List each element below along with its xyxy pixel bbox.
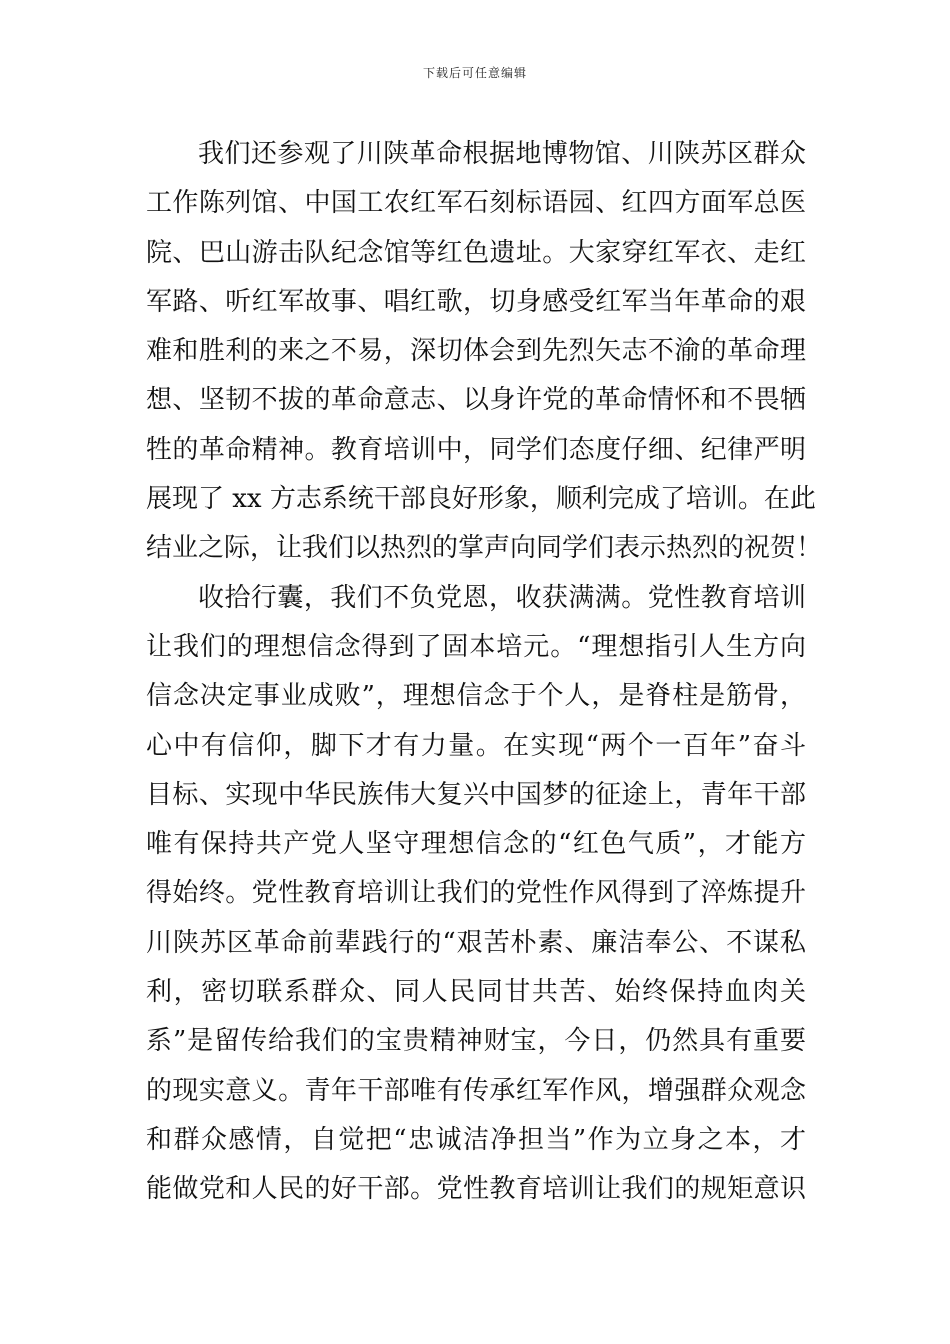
text-line: 牲的革命精神。教育培训中，同学们态度仔细、纪律严明 — [146, 434, 806, 465]
text-line: 系”是留传给我们的宝贵精神财宝，今日，仍然具有重要 — [146, 1026, 806, 1057]
text-line: 想、坚韧不拔的革命意志、以身许党的革命情怀和不畏牺 — [146, 385, 806, 416]
page-header: 下载后可任意编辑 — [422, 66, 527, 80]
text-line: 我们还参观了川陕革命根据地博物馆、川陕苏区群众 — [198, 139, 806, 169]
document-body — [146, 130, 823, 1215]
text-line: 利，密切联系群众、同人民同甘共苦、始终保持血肉关 — [146, 977, 806, 1008]
text-line: 的现实意义。青年干部唯有传承红军作风，增强群众观念 — [146, 1075, 806, 1106]
text-line: 能做党和人民的好干部。党性教育培训让我们的规矩意识 — [146, 1174, 806, 1205]
text-line: 难和胜利的来之不易，深切体会到先烈矢志不渝的革命理 — [146, 336, 806, 367]
text-line: 让我们的理想信念得到了固本培元。“理想指引人生方向 — [146, 631, 806, 662]
text-line: 军路、听红军故事、唱红歌，切身感受红军当年革命的艰 — [146, 286, 806, 317]
text-line: 信念决定事业成败”，理想信念于个人，是脊柱是筋骨， — [146, 681, 806, 712]
text-line: 展现了 xx 方志系统干部良好形象，顺利完成了培训。在此 — [146, 484, 816, 515]
text-line: 目标、实现中华民族伟大复兴中国梦的征途上，青年干部 — [146, 779, 806, 810]
text-line: 唯有保持共产党人坚守理想信念的“红色气质”，才能方 — [146, 829, 806, 860]
text-line: 和群众感情，自觉把“忠诚洁净担当”作为立身之本，才 — [146, 1124, 806, 1155]
text-line: 心中有信仰，脚下才有力量。在实现“两个一百年”奋斗 — [146, 730, 806, 761]
text-line: 院、巴山游击队纪念馆等红色遗址。大家穿红军衣、走红 — [146, 237, 806, 268]
text-line: 结业之际，让我们以热烈的掌声向同学们表示热烈的祝贺！ — [146, 533, 823, 564]
text-line: 收拾行囊，我们不负党恩，收获满满。党性教育培训 — [198, 582, 806, 613]
text-line: 工作陈列馆、中国工农红军石刻标语园、红四方面军总医 — [146, 188, 806, 219]
text-line: 得始终。党性教育培训让我们的党性作风得到了淬炼提升 — [146, 878, 806, 909]
text-line: 川陕苏区革命前辈践行的“艰苦朴素、廉洁奉公、不谋私 — [146, 927, 806, 958]
